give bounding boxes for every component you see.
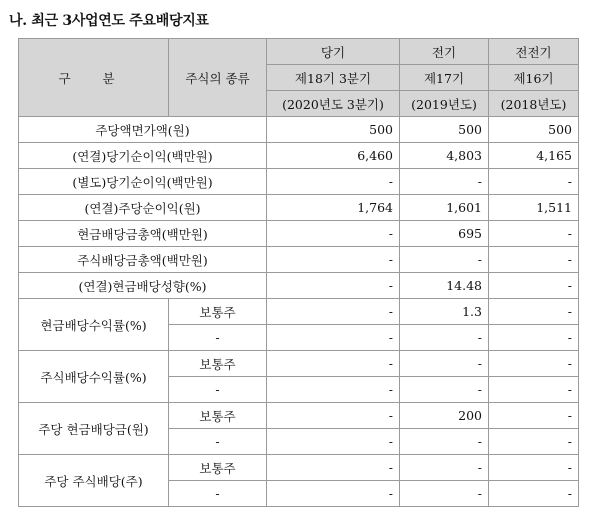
stock-type-cell: 보통주 bbox=[169, 351, 267, 377]
stock-type-cell: - bbox=[169, 325, 267, 351]
table-row bbox=[19, 299, 579, 325]
value-cell: - bbox=[267, 169, 400, 195]
value-cell: - bbox=[267, 247, 400, 273]
value-cell: - bbox=[489, 247, 579, 273]
table-row bbox=[19, 195, 579, 221]
stock-type-cell: 보통주 bbox=[169, 299, 267, 325]
value-cell: - bbox=[489, 429, 579, 455]
table-row bbox=[19, 351, 579, 377]
value-cell: - bbox=[267, 429, 400, 455]
row-label: 현금배당금총액(백만원) bbox=[19, 221, 267, 247]
header-period-prior: 전기 bbox=[400, 39, 489, 65]
value-cell: 6,460 bbox=[267, 143, 400, 169]
section-title: 나. 최근 3사업연도 주요배당지표 bbox=[9, 13, 209, 29]
value-cell: 500 bbox=[400, 117, 489, 143]
dividend-indicator-table bbox=[18, 38, 579, 507]
value-cell: 695 bbox=[400, 221, 489, 247]
header-term-current: 제18기 3분기 bbox=[267, 65, 400, 91]
value-cell: - bbox=[489, 377, 579, 403]
table-row bbox=[19, 273, 579, 299]
value-cell: - bbox=[267, 325, 400, 351]
row-label: 주식배당금총액(백만원) bbox=[19, 247, 267, 273]
header-term-prior2: 제16기 bbox=[489, 65, 579, 91]
table-row bbox=[19, 403, 579, 429]
value-cell: - bbox=[267, 455, 400, 481]
header-year-current: (2020년도 3분기) bbox=[267, 91, 400, 117]
value-cell: - bbox=[489, 273, 579, 299]
value-cell: - bbox=[400, 455, 489, 481]
simple-rows bbox=[19, 117, 579, 299]
header-category: 구 분 bbox=[19, 39, 169, 117]
value-cell: 4,165 bbox=[489, 143, 579, 169]
value-cell: - bbox=[267, 403, 400, 429]
row-label: 주당액면가액(원) bbox=[19, 117, 267, 143]
value-cell: - bbox=[400, 377, 489, 403]
value-cell: - bbox=[489, 351, 579, 377]
table-row bbox=[19, 117, 579, 143]
value-cell: - bbox=[489, 299, 579, 325]
table-row bbox=[19, 221, 579, 247]
table-row bbox=[19, 455, 579, 481]
value-cell: - bbox=[400, 481, 489, 507]
value-cell: 500 bbox=[267, 117, 400, 143]
header-year-prior2: (2018년도) bbox=[489, 91, 579, 117]
value-cell: - bbox=[267, 351, 400, 377]
group-label: 주당 주식배당(주) bbox=[19, 455, 169, 507]
value-cell: - bbox=[400, 169, 489, 195]
value-cell: 1,511 bbox=[489, 195, 579, 221]
row-label: (연결)당기순이익(백만원) bbox=[19, 143, 267, 169]
value-cell: - bbox=[267, 299, 400, 325]
row-label: (연결)주당순이익(원) bbox=[19, 195, 267, 221]
value-cell: - bbox=[400, 247, 489, 273]
value-cell: 1.3 bbox=[400, 299, 489, 325]
value-cell: - bbox=[489, 221, 579, 247]
value-cell: - bbox=[489, 403, 579, 429]
header-stock-type: 주식의 종류 bbox=[169, 39, 267, 117]
stock-type-cell: 보통주 bbox=[169, 403, 267, 429]
value-cell: - bbox=[400, 325, 489, 351]
stock-type-cell: - bbox=[169, 377, 267, 403]
value-cell: 200 bbox=[400, 403, 489, 429]
value-cell: 1,764 bbox=[267, 195, 400, 221]
value-cell: 1,601 bbox=[400, 195, 489, 221]
header-year-prior: (2019년도) bbox=[400, 91, 489, 117]
value-cell: - bbox=[489, 169, 579, 195]
row-label: (연결)현금배당성향(%) bbox=[19, 273, 267, 299]
value-cell: 14.48 bbox=[400, 273, 489, 299]
value-cell: - bbox=[267, 481, 400, 507]
value-cell: - bbox=[489, 481, 579, 507]
value-cell: - bbox=[400, 351, 489, 377]
stock-type-cell: - bbox=[169, 481, 267, 507]
group-label: 주당 현금배당금(원) bbox=[19, 403, 169, 455]
row-label: (별도)당기순이익(백만원) bbox=[19, 169, 267, 195]
value-cell: - bbox=[267, 221, 400, 247]
value-cell: - bbox=[489, 455, 579, 481]
value-cell: - bbox=[489, 325, 579, 351]
header-row-period bbox=[19, 39, 579, 65]
value-cell: 4,803 bbox=[400, 143, 489, 169]
header-term-prior: 제17기 bbox=[400, 65, 489, 91]
stock-type-cell: - bbox=[169, 429, 267, 455]
group-rows bbox=[19, 299, 579, 507]
header-period-current: 당기 bbox=[267, 39, 400, 65]
group-label: 현금배당수익률(%) bbox=[19, 299, 169, 351]
value-cell: - bbox=[267, 273, 400, 299]
table-row bbox=[19, 169, 579, 195]
value-cell: 500 bbox=[489, 117, 579, 143]
stock-type-cell: 보통주 bbox=[169, 455, 267, 481]
value-cell: - bbox=[267, 377, 400, 403]
table-row bbox=[19, 247, 579, 273]
group-label: 주식배당수익률(%) bbox=[19, 351, 169, 403]
value-cell: - bbox=[400, 429, 489, 455]
header-period-prior2: 전전기 bbox=[489, 39, 579, 65]
table-row bbox=[19, 143, 579, 169]
